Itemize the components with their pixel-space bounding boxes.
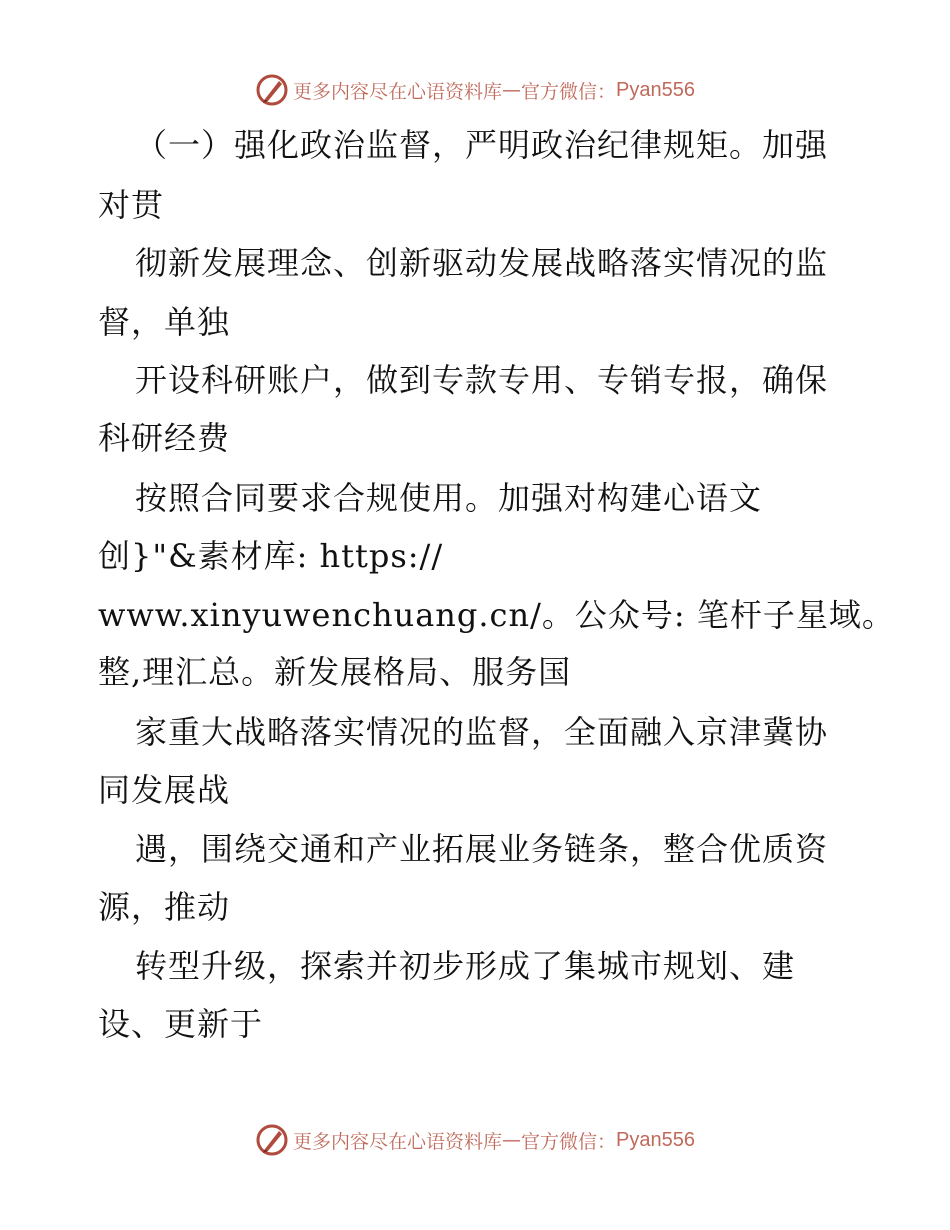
body-line: 科研经费 xyxy=(98,419,231,457)
body-line: 源，推动 xyxy=(98,888,231,926)
body-line: 彻新发展理念、创新驱动发展战略落实情况的监 xyxy=(135,244,829,282)
body-line: 遇，围绕交通和产业拓展业务链条，整合优质资 xyxy=(135,830,829,868)
banner-dash: — xyxy=(502,1129,522,1151)
body-line: 按照合同要求合规使用。加强对构建心语文 xyxy=(135,479,763,517)
body-line: 同发展战 xyxy=(98,771,231,809)
pen-logo-icon xyxy=(255,1123,289,1157)
banner-official-label: 官方微信： xyxy=(521,1130,617,1153)
body-line: （一）强化政治监督，严明政治纪律规矩。加强 xyxy=(135,126,829,164)
banner-wechat-id: Pyan556 xyxy=(616,1128,695,1151)
body-line: 创}"&素材库: https:// xyxy=(98,537,444,575)
body-line: 转型升级，探索并初步形成了集城市规划、建 xyxy=(135,947,796,985)
body-line: 整,理汇总。新发展格局、服务国 xyxy=(98,653,572,691)
body-line: 家重大战略落实情况的监督，全面融入京津冀协 xyxy=(135,713,829,751)
body-line: 对贯 xyxy=(98,186,165,224)
banner-dash: — xyxy=(502,79,522,101)
banner-main-text: 更多内容尽在心语资料库 xyxy=(293,1130,503,1153)
body-line: www.xinyuwenchuang.cn/。公众号: 笔杆子星域。 xyxy=(98,596,895,634)
banner-wechat-id: Pyan556 xyxy=(616,78,695,101)
body-line: 设、更新于 xyxy=(98,1005,264,1043)
banner-main-text: 更多内容尽在心语资料库 xyxy=(293,80,503,103)
body-line: 开设科研账户，做到专款专用、专销专报，确保 xyxy=(135,361,829,399)
banner-official-label: 官方微信： xyxy=(521,80,617,103)
body-line: 督，单独 xyxy=(98,303,231,341)
footer-banner xyxy=(0,1120,950,1160)
